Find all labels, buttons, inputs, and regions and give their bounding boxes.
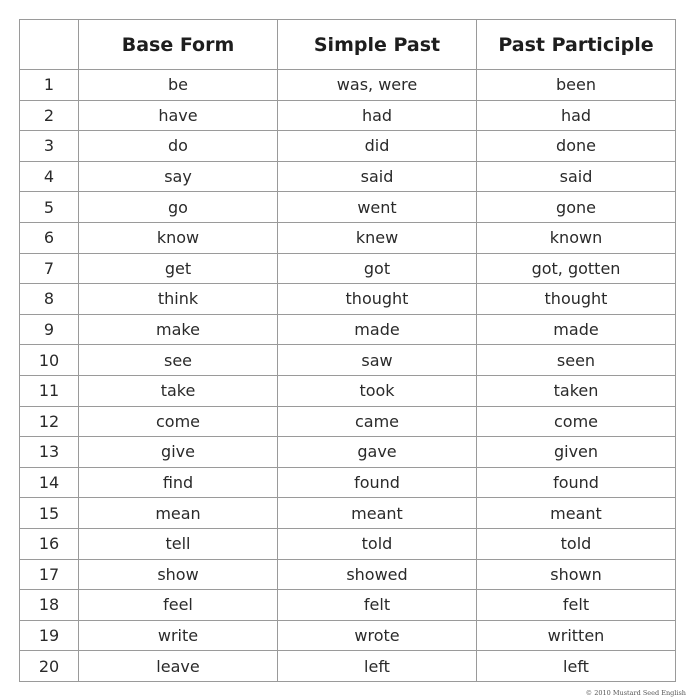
table-row <box>20 222 676 253</box>
table-row <box>20 559 676 590</box>
past-participle-cell: found <box>477 467 676 498</box>
row-number-cell: 17 <box>20 559 79 590</box>
past-participle-cell: said <box>477 161 676 192</box>
past-participle-cell: seen <box>477 345 676 376</box>
row-number-cell: 2 <box>20 100 79 131</box>
table-row <box>20 437 676 468</box>
base-form-cell: do <box>79 131 278 162</box>
simple-past-cell: went <box>278 192 477 223</box>
row-number-cell: 14 <box>20 467 79 498</box>
row-number-cell: 3 <box>20 131 79 162</box>
row-number-cell: 15 <box>20 498 79 529</box>
row-number-cell: 8 <box>20 284 79 315</box>
base-form-cell: think <box>79 284 278 315</box>
table-row <box>20 161 676 192</box>
simple-past-cell: thought <box>278 284 477 315</box>
simple-past-cell: knew <box>278 222 477 253</box>
simple-past-cell: got <box>278 253 477 284</box>
row-number-cell: 11 <box>20 375 79 406</box>
base-form-cell: have <box>79 100 278 131</box>
past-participle-cell: told <box>477 528 676 559</box>
row-number-cell: 13 <box>20 437 79 468</box>
row-number-cell: 18 <box>20 590 79 621</box>
table-row <box>20 284 676 315</box>
base-form-cell: know <box>79 222 278 253</box>
simple-past-cell: had <box>278 100 477 131</box>
simple-past-cell: took <box>278 375 477 406</box>
base-form-cell: feel <box>79 590 278 621</box>
base-form-cell: be <box>79 70 278 101</box>
simple-past-cell: meant <box>278 498 477 529</box>
row-number-cell: 16 <box>20 528 79 559</box>
base-form-cell: say <box>79 161 278 192</box>
row-number-cell: 20 <box>20 651 79 682</box>
copyright-notice: © 2010 Mustard Seed English <box>585 689 686 697</box>
simple-past-cell: gave <box>278 437 477 468</box>
table-row <box>20 70 676 101</box>
simple-past-cell: did <box>278 131 477 162</box>
past-participle-cell: been <box>477 70 676 101</box>
table-row <box>20 192 676 223</box>
header-simple-past: Simple Past <box>278 20 477 70</box>
header-base-form: Base Form <box>79 20 278 70</box>
simple-past-cell: said <box>278 161 477 192</box>
past-participle-cell: given <box>477 437 676 468</box>
base-form-cell: write <box>79 620 278 651</box>
table-body <box>20 70 676 682</box>
header-number <box>20 20 79 70</box>
past-participle-cell: thought <box>477 284 676 315</box>
simple-past-cell: came <box>278 406 477 437</box>
past-participle-cell: taken <box>477 375 676 406</box>
header-past-participle: Past Participle <box>477 20 676 70</box>
base-form-cell: see <box>79 345 278 376</box>
table-row <box>20 590 676 621</box>
irregular-verbs-table <box>19 19 676 682</box>
table-row <box>20 100 676 131</box>
table-row <box>20 406 676 437</box>
row-number-cell: 12 <box>20 406 79 437</box>
past-participle-cell: come <box>477 406 676 437</box>
base-form-cell: tell <box>79 528 278 559</box>
past-participle-cell: felt <box>477 590 676 621</box>
base-form-cell: mean <box>79 498 278 529</box>
simple-past-cell: found <box>278 467 477 498</box>
past-participle-cell: gone <box>477 192 676 223</box>
row-number-cell: 5 <box>20 192 79 223</box>
past-participle-cell: written <box>477 620 676 651</box>
base-form-cell: find <box>79 467 278 498</box>
table-row <box>20 375 676 406</box>
past-participle-cell: made <box>477 314 676 345</box>
row-number-cell: 7 <box>20 253 79 284</box>
base-form-cell: get <box>79 253 278 284</box>
row-number-cell: 9 <box>20 314 79 345</box>
simple-past-cell: told <box>278 528 477 559</box>
base-form-cell: make <box>79 314 278 345</box>
table-row <box>20 651 676 682</box>
base-form-cell: take <box>79 375 278 406</box>
table-row <box>20 131 676 162</box>
past-participle-cell: had <box>477 100 676 131</box>
simple-past-cell: made <box>278 314 477 345</box>
simple-past-cell: saw <box>278 345 477 376</box>
base-form-cell: leave <box>79 651 278 682</box>
table-row <box>20 314 676 345</box>
past-participle-cell: shown <box>477 559 676 590</box>
row-number-cell: 6 <box>20 222 79 253</box>
past-participle-cell: left <box>477 651 676 682</box>
base-form-cell: give <box>79 437 278 468</box>
past-participle-cell: meant <box>477 498 676 529</box>
row-number-cell: 1 <box>20 70 79 101</box>
past-participle-cell: known <box>477 222 676 253</box>
row-number-cell: 19 <box>20 620 79 651</box>
table-row <box>20 620 676 651</box>
base-form-cell: show <box>79 559 278 590</box>
table-row <box>20 345 676 376</box>
base-form-cell: go <box>79 192 278 223</box>
table-row <box>20 498 676 529</box>
simple-past-cell: wrote <box>278 620 477 651</box>
row-number-cell: 4 <box>20 161 79 192</box>
table-row <box>20 467 676 498</box>
table-row <box>20 253 676 284</box>
simple-past-cell: was, were <box>278 70 477 101</box>
simple-past-cell: felt <box>278 590 477 621</box>
simple-past-cell: showed <box>278 559 477 590</box>
row-number-cell: 10 <box>20 345 79 376</box>
base-form-cell: come <box>79 406 278 437</box>
table-header-row <box>20 20 676 70</box>
table-row <box>20 528 676 559</box>
past-participle-cell: done <box>477 131 676 162</box>
past-participle-cell: got, gotten <box>477 253 676 284</box>
simple-past-cell: left <box>278 651 477 682</box>
